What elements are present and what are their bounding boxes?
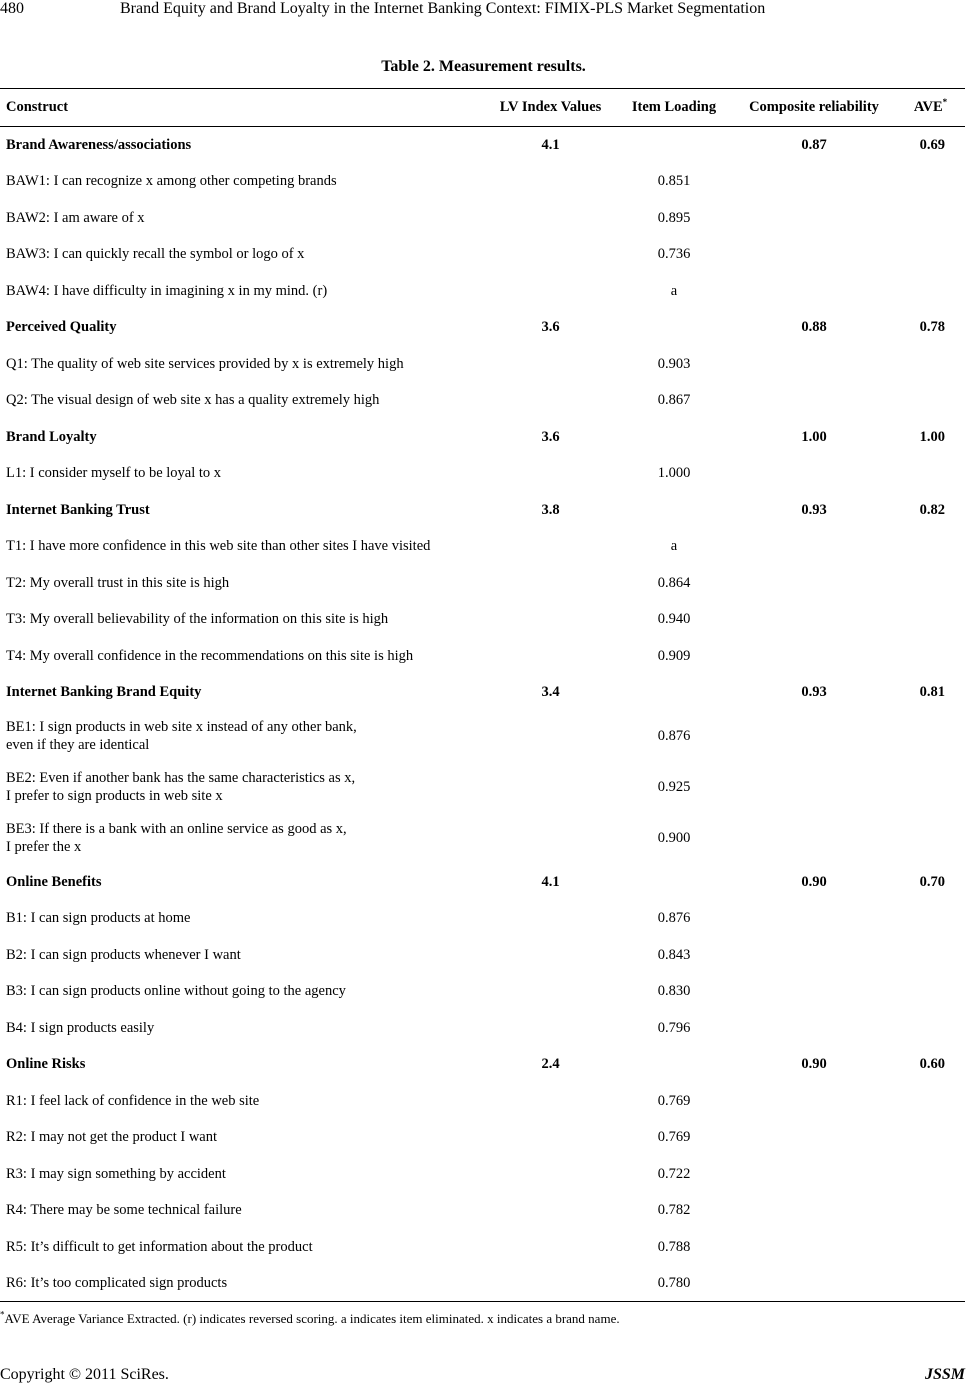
composite-reliability-cell: 0.87: [801, 137, 827, 153]
item-loading-cell: 0.780: [657, 1275, 691, 1291]
item-loading-cell: 0.782: [657, 1202, 691, 1219]
item-row: [0, 528, 965, 565]
construct-cell: L1: I consider myself to be loyal to x: [6, 465, 222, 482]
composite-reliability-cell: [732, 528, 896, 565]
lv-index-cell: 4.1: [541, 873, 560, 890]
item-row: [0, 601, 965, 638]
lv-index-cell: [485, 973, 616, 1010]
table-body: [0, 127, 965, 1302]
item-row: [0, 1192, 965, 1229]
construct-cell: T4: My overall confidence in the recommendations on this site is high: [6, 647, 414, 664]
item-loading-cell: [616, 127, 732, 164]
lv-index-cell: [485, 1156, 616, 1193]
item-text-line-1: BE3: If there is a bank with an online service as good as x,: [6, 821, 347, 837]
ave-cell: [896, 1265, 965, 1302]
item-row: [0, 1229, 965, 1266]
column-header-ave: [896, 89, 965, 127]
item-loading-cell: 0.900: [657, 830, 691, 846]
lv-index-cell: 3.6: [541, 428, 560, 445]
lv-index-cell: [485, 638, 616, 675]
ave-cell: 0.81: [919, 684, 945, 701]
item-loading-cell: [616, 1046, 732, 1083]
item-row: [0, 382, 965, 419]
construct-cell: Online Benefits: [6, 873, 102, 890]
item-row: [0, 1119, 965, 1156]
lv-index-cell: [485, 565, 616, 602]
item-loading-cell: 0.925: [657, 779, 691, 795]
construct-cell: B3: I can sign products online without going to the agency: [6, 983, 346, 1000]
ave-cell: [896, 1119, 965, 1156]
item-row: [0, 163, 965, 200]
item-loading-cell: a: [670, 282, 678, 299]
construct-cell: Brand Awareness/associations: [6, 137, 192, 153]
table-footnote: [0, 1311, 967, 1327]
item-loading-cell: [616, 419, 732, 456]
footnote-text: AVE Average Variance Extracted. (r) indicates reversed scoring. a indicates item eliminated. x indicates a brand name.: [4, 1311, 620, 1326]
composite-reliability-cell: [732, 813, 896, 864]
ave-cell: [896, 711, 965, 762]
construct-row: [0, 127, 965, 164]
ave-cell: [896, 382, 965, 419]
item-text-line-2: even if they are identical: [6, 737, 150, 753]
construct-cell: [0, 762, 485, 813]
construct-row: [0, 419, 965, 456]
ave-cell: [896, 163, 965, 200]
ave-cell: [896, 200, 965, 237]
composite-reliability-cell: 0.90: [801, 873, 827, 890]
composite-reliability-cell: [732, 1119, 896, 1156]
ave-cell: [896, 900, 965, 937]
lv-index-cell: [485, 1229, 616, 1266]
item-loading-cell: 0.867: [657, 392, 691, 409]
construct-cell: BAW3: I can quickly recall the symbol or logo of x: [6, 246, 305, 263]
item-row: [0, 813, 965, 864]
ave-cell: [896, 346, 965, 383]
lv-index-cell: 2.4: [541, 1056, 560, 1073]
item-row: [0, 711, 965, 762]
ave-cell: 1.00: [919, 428, 945, 445]
item-loading-cell: 0.909: [657, 647, 691, 664]
item-row: [0, 900, 965, 937]
ave-cell: [896, 937, 965, 974]
construct-cell: BAW2: I am aware of x: [6, 209, 145, 226]
construct-cell: Internet Banking Brand Equity: [6, 684, 202, 701]
ave-cell: [896, 565, 965, 602]
item-row: [0, 1156, 965, 1193]
composite-reliability-cell: [732, 638, 896, 675]
construct-cell: BAW1: I can recognize x among other competing brands: [6, 173, 337, 190]
lv-index-cell: [485, 601, 616, 638]
ave-cell: [896, 762, 965, 813]
composite-reliability-cell: [732, 900, 896, 937]
running-title: Brand Equity and Brand Loyalty in the Internet Banking Context: FIMIX-PLS Market Segmentation: [120, 0, 766, 17]
item-loading-cell: a: [670, 538, 678, 555]
lv-index-cell: [485, 711, 616, 762]
ave-cell: [896, 1192, 965, 1229]
column-header-construct: Construct: [6, 99, 69, 115]
ave-cell: [896, 528, 965, 565]
construct-cell: [0, 711, 485, 762]
item-text-line-1: BE2: Even if another bank has the same characteristics as x,: [6, 770, 356, 786]
composite-reliability-cell: [732, 762, 896, 813]
lv-index-cell: [485, 1083, 616, 1120]
lv-index-cell: 3.8: [541, 501, 560, 518]
composite-reliability-cell: 0.88: [801, 319, 827, 336]
ave-cell: 0.60: [919, 1056, 945, 1073]
item-loading-cell: 0.769: [657, 1092, 691, 1109]
lv-index-cell: [485, 273, 616, 310]
item-loading-cell: [616, 492, 732, 529]
composite-reliability-cell: [732, 1265, 896, 1302]
lv-index-cell: [485, 813, 616, 864]
construct-cell: T1: I have more confidence in this web site than other sites I have visited: [6, 538, 431, 555]
lv-index-cell: [485, 1265, 616, 1302]
construct-cell: [0, 813, 485, 864]
running-head: [0, 0, 967, 22]
item-row: [0, 236, 965, 273]
construct-cell: Internet Banking Trust: [6, 501, 150, 518]
lv-index-cell: [485, 1010, 616, 1047]
composite-reliability-cell: [732, 200, 896, 237]
column-header-item-loading: Item Loading: [631, 99, 717, 115]
item-loading-cell: 0.851: [657, 173, 691, 190]
construct-cell: Perceived Quality: [6, 319, 117, 336]
item-text-line-2: I prefer to sign products in web site x: [6, 788, 223, 804]
composite-reliability-cell: [732, 1083, 896, 1120]
ave-cell: [896, 601, 965, 638]
construct-cell: T3: My overall believability of the information on this site is high: [6, 611, 389, 628]
composite-reliability-cell: [732, 1229, 896, 1266]
construct-cell: B4: I sign products easily: [6, 1019, 155, 1036]
lv-index-cell: [485, 900, 616, 937]
column-header-composite-reliability: Composite reliability: [749, 99, 879, 115]
item-loading-cell: 0.876: [657, 728, 691, 744]
lv-index-cell: [485, 455, 616, 492]
composite-reliability-cell: [732, 937, 896, 974]
item-text-line-1: BE1: I sign products in web site x instead of any other bank,: [6, 719, 357, 735]
item-loading-cell: 1.000: [657, 465, 691, 482]
lv-index-cell: [485, 528, 616, 565]
ave-cell: [896, 236, 965, 273]
composite-reliability-cell: [732, 1156, 896, 1193]
construct-cell: Brand Loyalty: [6, 428, 97, 445]
item-loading-cell: 0.830: [657, 983, 691, 1000]
item-loading-cell: [616, 864, 732, 901]
page-number: 480: [0, 0, 24, 17]
construct-cell: R2: I may not get the product I want: [6, 1129, 218, 1146]
composite-reliability-cell: 0.93: [801, 684, 827, 701]
lv-index-cell: [485, 163, 616, 200]
item-row: [0, 200, 965, 237]
construct-cell: R4: There may be some technical failure: [6, 1202, 242, 1219]
lv-index-cell: 4.1: [541, 137, 560, 153]
lv-index-cell: [485, 762, 616, 813]
composite-reliability-cell: [732, 601, 896, 638]
item-row: [0, 762, 965, 813]
composite-reliability-cell: [732, 382, 896, 419]
measurement-table: [0, 88, 965, 1302]
composite-reliability-cell: [732, 973, 896, 1010]
item-row: [0, 973, 965, 1010]
lv-index-cell: [485, 236, 616, 273]
construct-cell: R6: It’s too complicated sign products: [6, 1275, 228, 1291]
item-loading-cell: 0.769: [657, 1129, 691, 1146]
item-loading-cell: [616, 309, 732, 346]
item-text-line-2: I prefer the x: [6, 839, 82, 855]
item-loading-cell: 0.876: [657, 910, 691, 927]
lv-index-cell: 3.6: [541, 319, 560, 336]
ave-cell: [896, 813, 965, 864]
composite-reliability-cell: [732, 1192, 896, 1229]
table-header-row: [0, 89, 965, 127]
ave-cell: [896, 1156, 965, 1193]
footnote-marker: *: [0, 1309, 5, 1320]
construct-row: [0, 1046, 965, 1083]
construct-row: [0, 864, 965, 901]
ave-cell: [896, 1229, 965, 1266]
lv-index-cell: [485, 346, 616, 383]
composite-reliability-cell: [732, 565, 896, 602]
ave-cell: 0.70: [919, 873, 945, 890]
composite-reliability-cell: [732, 273, 896, 310]
composite-reliability-cell: [732, 455, 896, 492]
construct-cell: Online Risks: [6, 1056, 86, 1073]
item-loading-cell: 0.895: [657, 209, 691, 226]
ave-cell: [896, 455, 965, 492]
lv-index-cell: [485, 1119, 616, 1156]
construct-cell: R3: I may sign something by accident: [6, 1165, 226, 1182]
item-row: [0, 937, 965, 974]
ave-cell: 0.82: [919, 501, 945, 518]
construct-cell: Q2: The visual design of web site x has a quality extremely high: [6, 392, 380, 409]
column-header-lv-index: LV Index Values: [499, 99, 602, 115]
construct-cell: R1: I feel lack of confidence in the web site: [6, 1092, 260, 1109]
composite-reliability-cell: [732, 346, 896, 383]
ave-cell: 0.69: [919, 137, 945, 153]
construct-cell: B2: I can sign products whenever I want: [6, 946, 241, 963]
ave-cell: [896, 1083, 965, 1120]
item-loading-cell: 0.722: [657, 1165, 691, 1182]
ave-cell: [896, 973, 965, 1010]
lv-index-cell: 3.4: [541, 684, 560, 701]
ave-cell: 0.78: [919, 319, 945, 336]
item-row: [0, 273, 965, 310]
item-row: [0, 455, 965, 492]
item-row: [0, 1265, 965, 1302]
construct-cell: B1: I can sign products at home: [6, 910, 191, 927]
item-row: [0, 346, 965, 383]
item-loading-cell: 0.903: [657, 355, 691, 372]
ave-label: AVE: [913, 99, 943, 115]
table-caption: Table 2. Measurement results.: [381, 58, 586, 75]
ave-footnote-marker: *: [942, 97, 948, 108]
construct-cell: Q1: The quality of web site services provided by x is extremely high: [6, 355, 404, 372]
item-loading-cell: 0.940: [657, 611, 691, 628]
item-loading-cell: 0.788: [657, 1238, 691, 1255]
item-row: [0, 638, 965, 675]
construct-cell: T2: My overall trust in this site is high: [6, 574, 230, 591]
construct-row: [0, 492, 965, 529]
composite-reliability-cell: 0.93: [801, 501, 827, 518]
composite-reliability-cell: 1.00: [801, 428, 827, 445]
lv-index-cell: [485, 937, 616, 974]
item-row: [0, 1083, 965, 1120]
lv-index-cell: [485, 1192, 616, 1229]
construct-row: [0, 674, 965, 711]
item-row: [0, 1010, 965, 1047]
composite-reliability-cell: [732, 163, 896, 200]
construct-row: [0, 309, 965, 346]
item-row: [0, 565, 965, 602]
composite-reliability-cell: [732, 236, 896, 273]
lv-index-cell: [485, 382, 616, 419]
item-loading-cell: 0.736: [657, 246, 691, 263]
ave-cell: [896, 1010, 965, 1047]
composite-reliability-cell: 0.90: [801, 1056, 827, 1073]
item-loading-cell: 0.864: [657, 574, 691, 591]
ave-cell: [896, 638, 965, 675]
item-loading-cell: 0.796: [657, 1019, 691, 1036]
copyright-notice: Copyright © 2011 SciRes.: [0, 1366, 169, 1383]
item-loading-cell: [616, 674, 732, 711]
item-loading-cell: 0.843: [657, 946, 691, 963]
ave-cell: [896, 273, 965, 310]
composite-reliability-cell: [732, 1010, 896, 1047]
construct-cell: R5: It’s difficult to get information about the product: [6, 1238, 313, 1255]
construct-cell: BAW4: I have difficulty in imagining x in my mind. (r): [6, 282, 328, 299]
composite-reliability-cell: [732, 711, 896, 762]
journal-name: JSSM: [924, 1366, 965, 1383]
lv-index-cell: [485, 200, 616, 237]
